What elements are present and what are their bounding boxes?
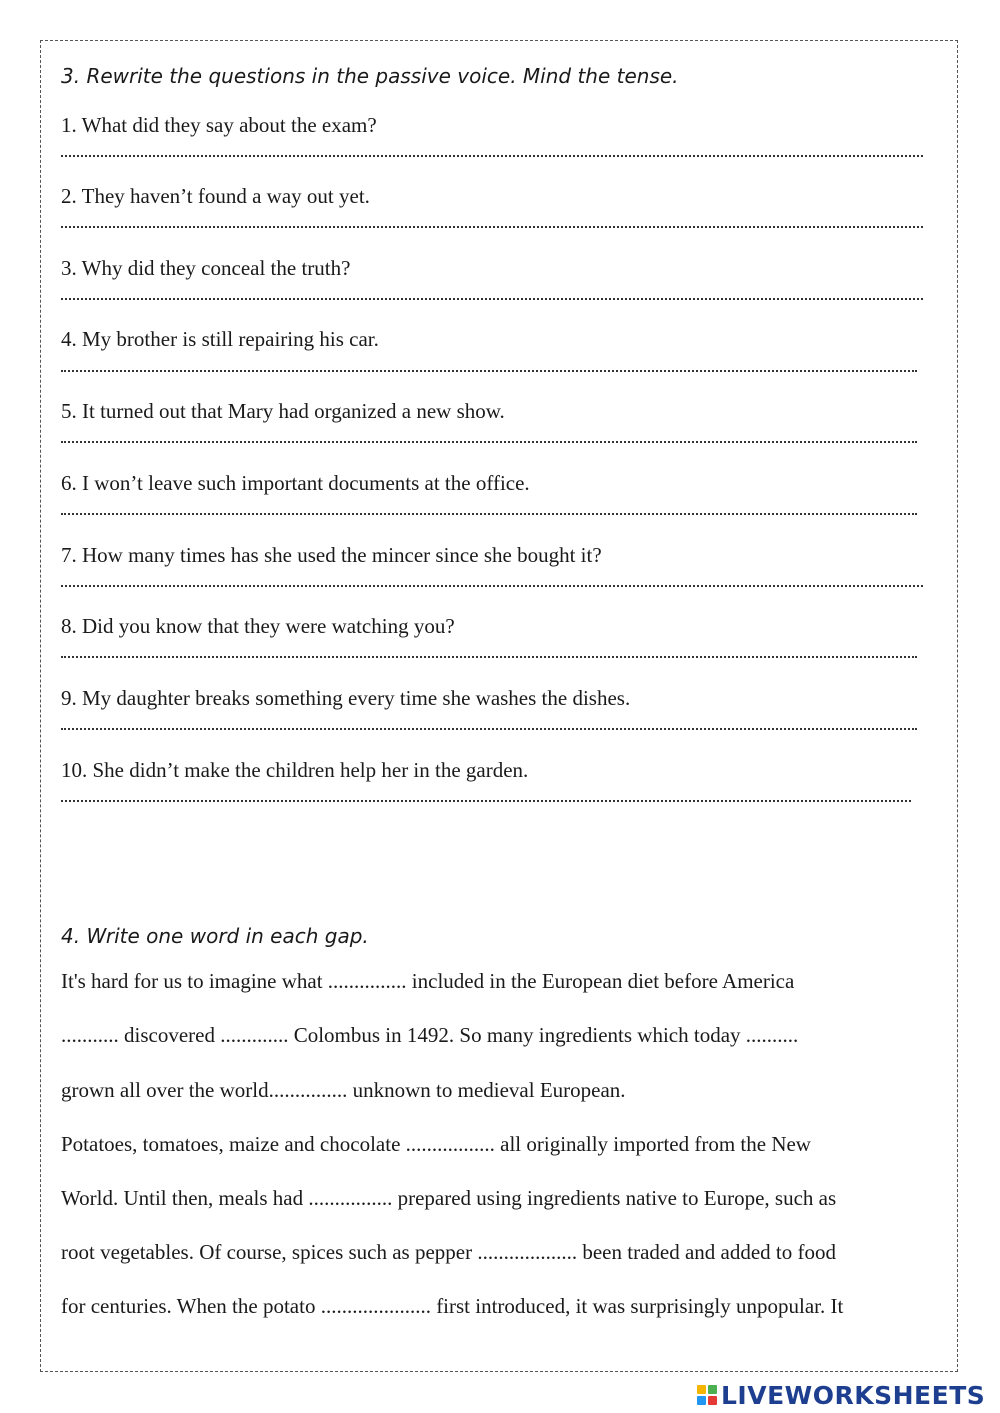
answer-line-2[interactable] [61, 226, 923, 228]
answer-line-7[interactable] [61, 585, 923, 587]
liveworksheets-logo [697, 1380, 985, 1410]
answer-line-10[interactable] [61, 800, 911, 802]
question-1: 1. What did they say about the exam? [61, 113, 377, 137]
logo-block-1 [697, 1385, 706, 1394]
gap-text-line-2: ........... discovered ............. Colombus in 1492. So many ingredients which today .......... [61, 1023, 799, 1047]
answer-line-1[interactable] [61, 155, 923, 157]
answer-line-6[interactable] [61, 513, 917, 515]
question-6: 6. I won’t leave such important documents at the office. [61, 471, 530, 495]
gap-text-line-1: It's hard for us to imagine what ............... included in the European diet before America [61, 969, 795, 993]
logo-text: LIVEWORKSHEETS [721, 1380, 986, 1410]
logo-blocks-icon [697, 1385, 717, 1405]
question-9: 9. My daughter breaks something every time she washes the dishes. [61, 686, 631, 710]
question-2: 2. They haven’t found a way out yet. [61, 184, 370, 208]
answer-line-9[interactable] [61, 728, 917, 730]
logo-block-4 [708, 1396, 717, 1405]
gap-text-line-3: grown all over the world............... unknown to medieval European. [61, 1078, 626, 1102]
logo-block-2 [708, 1385, 717, 1394]
question-10: 10. She didn’t make the children help her in the garden. [61, 758, 529, 782]
question-4: 4. My brother is still repairing his car. [61, 327, 379, 351]
gap-text-line-7: for centuries. When the potato ..................... first introduced, it was surprisingly unpopular. It [61, 1294, 844, 1318]
logo-block-3 [697, 1396, 706, 1405]
answer-line-3[interactable] [61, 298, 923, 300]
question-3: 3. Why did they conceal the truth? [61, 256, 351, 280]
question-7: 7. How many times has she used the mincer since she bought it? [61, 543, 602, 567]
answer-line-5[interactable] [61, 441, 917, 443]
answer-line-8[interactable] [61, 656, 917, 658]
question-5: 5. It turned out that Mary had organized a new show. [61, 399, 505, 423]
gap-text-line-5: World. Until then, meals had ................ prepared using ingredients native to Europe, such as [61, 1186, 837, 1210]
gap-text-line-6: root vegetables. Of course, spices such as pepper ................... been traded and added to food [61, 1240, 837, 1264]
question-8: 8. Did you know that they were watching you? [61, 614, 455, 638]
section-4-heading: 4. Write one word in each gap. [61, 924, 369, 948]
answer-line-4[interactable] [61, 370, 917, 372]
gap-text-line-4: Potatoes, tomatoes, maize and chocolate ................. all originally imported from the New [61, 1132, 811, 1156]
section-3-heading: 3. Rewrite the questions in the passive voice. Mind the tense. [61, 64, 679, 88]
